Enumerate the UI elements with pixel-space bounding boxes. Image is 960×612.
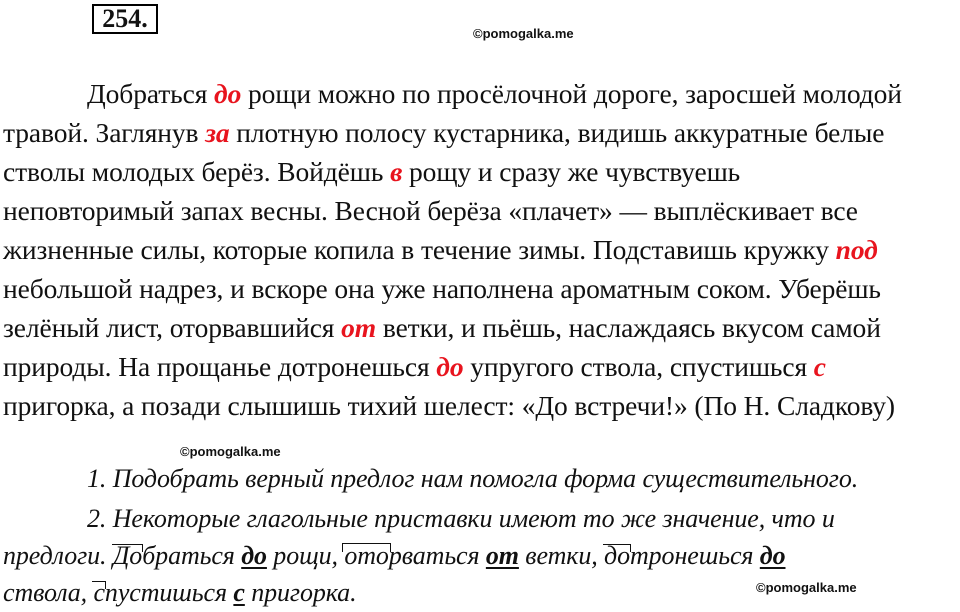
text-segment: неповторимый запах весны. Весной берёза «плачет» — выплёскивает все [3, 195, 858, 226]
preposition-highlight: с [813, 351, 826, 382]
text-segment: ветки, и пьёшь, наслаждаясь вкусом самой [376, 312, 881, 343]
preposition-highlight: за [205, 117, 230, 148]
preposition-highlight: в [390, 156, 403, 187]
watermark-bottom: ©pomogalka.me [756, 580, 857, 595]
text-segment: Добраться [87, 78, 215, 109]
answer-line-3 [3, 541, 786, 571]
answer-line-2: 2. Некоторые глагольные приставки имеют то же значение, что и [87, 504, 835, 533]
text-segment: пустишься [104, 578, 234, 607]
exercise-number: 254. [92, 4, 158, 34]
text-segment: рваться [388, 541, 486, 570]
watermark-top: ©pomogalka.me [473, 26, 574, 41]
text-line [3, 273, 881, 305]
text-line [3, 312, 881, 344]
text-segment: пригорка, а позади слышишь тихий шелест: «До встречи!» (По Н. Сладкову) [3, 390, 895, 421]
preposition-underlined: с [233, 578, 245, 607]
text-line [3, 156, 740, 188]
preposition-underlined: до [759, 541, 786, 570]
preposition-underlined: до [241, 541, 267, 570]
text-segment: тронешься [629, 541, 760, 570]
text-segment: пригорка. [244, 578, 357, 607]
text-segment: упругого ствола, спустишься [463, 351, 814, 382]
prefix-mark: ото [344, 541, 389, 570]
text-segment: рощи можно по просёлочной дороге, заросшей молодой [241, 78, 902, 109]
prefix-mark: До [112, 541, 143, 570]
text-segment: травой. Заглянув [3, 117, 206, 148]
text-segment: рощи, [266, 541, 345, 570]
text-segment: природы. На прощанье дотронешься [3, 351, 437, 382]
text-line [3, 195, 858, 227]
prefix-mark: до [604, 541, 630, 570]
text-segment: плотную полосу кустарника, видишь аккуратные белые [229, 117, 885, 148]
text-segment: предлоги. [3, 541, 113, 570]
text-line [3, 390, 895, 422]
text-segment: жизненные силы, которые копила в течение зимы. Подставишь кружку [3, 234, 836, 265]
preposition-underlined: от [485, 541, 519, 570]
preposition-highlight: до [436, 351, 464, 382]
text-segment: небольшой надрез, и вскоре она уже наполнена ароматным соком. Уберёшь [3, 273, 881, 304]
text-line [3, 351, 826, 383]
text-segment: браться [142, 541, 242, 570]
prefix-mark: с [93, 578, 105, 607]
text-segment: зелёный лист, оторвавшийся [3, 312, 342, 343]
text-segment: ветки, [518, 541, 605, 570]
preposition-highlight: от [341, 312, 377, 343]
text-segment: стволы молодых берёз. Войдёшь [3, 156, 391, 187]
answer-line-1: 1. Подобрать верный предлог нам помогла форма существительного. [87, 464, 859, 493]
text-line [3, 234, 878, 266]
text-segment: ствола, [3, 578, 94, 607]
answer-line-4 [3, 578, 357, 608]
preposition-highlight: до [214, 78, 242, 109]
text-segment: рощу и сразу же чувствуешь [402, 156, 741, 187]
watermark-middle: ©pomogalka.me [180, 444, 281, 459]
text-line [87, 78, 902, 110]
preposition-highlight: под [835, 234, 878, 265]
text-line [3, 117, 884, 149]
